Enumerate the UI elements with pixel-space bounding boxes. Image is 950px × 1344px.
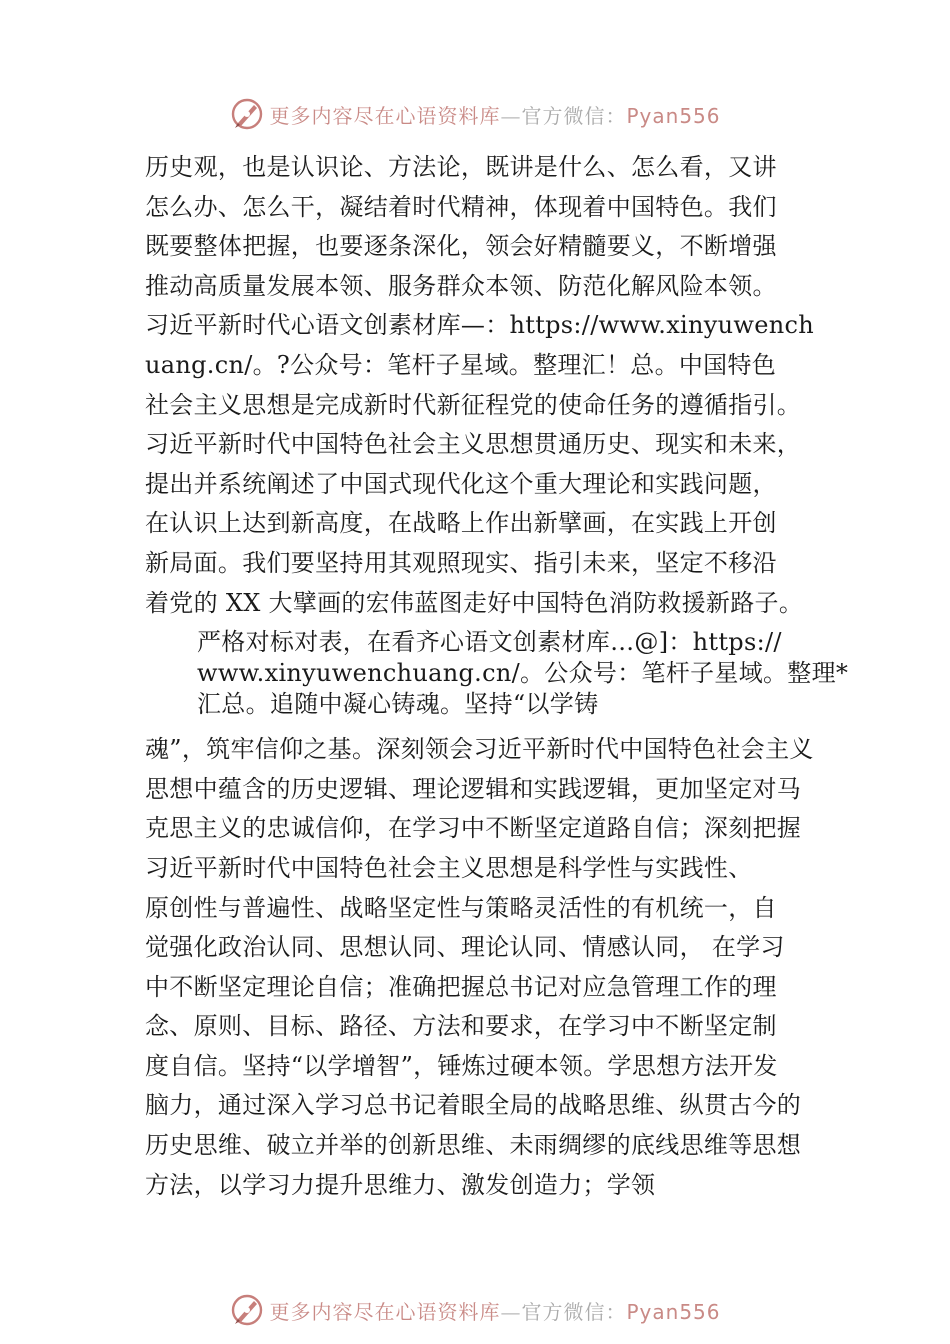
text-line: 原创性与普遍性、战略坚定性与策略灵活性的有机统一，自 [145, 893, 777, 922]
text-line: 念、原则、目标、路径、方法和要求，在学习中不断坚定制 [145, 1012, 777, 1041]
text-line: 怎么办、怎么干，凝结着时代精神，体现着中国特色。我们 [145, 192, 777, 221]
text-line: 着党的 XX 大擘画的宏伟蓝图走好中国特色消防救援新路子。 [145, 588, 804, 617]
text-line: 提出并系统阐述了中国式现代化这个重大理论和实践问题， [145, 469, 777, 498]
text-line: 习近平新时代心语文创素材库—：https://www.xinyuwench [145, 311, 814, 340]
header-account: Pyan556 [626, 103, 721, 128]
header-label: 官方微信： [521, 103, 627, 128]
text-line: 在认识上达到新高度，在战略上作出新擘画，在实践上开创 [145, 509, 777, 538]
text-line: 魂”，筑牢信仰之基。深刻领会习近平新时代中国特色社会主义 [145, 735, 814, 764]
text-line: 习近平新时代中国特色社会主义思想贯通历史、现实和未来， [145, 430, 802, 459]
footer-brand: 更多内容尽在心语资料库 [269, 1299, 501, 1324]
text-line: 汇总。追随中凝心铸魂。坚持“以学铸 [197, 690, 599, 719]
header-banner-inner [229, 96, 720, 132]
pen-logo-icon [229, 96, 265, 132]
footer-account: Pyan556 [626, 1299, 721, 1324]
text-line: 新局面。我们要坚持用其观照现实、指引未来，坚定不移沿 [145, 548, 777, 577]
text-line: 中不断坚定理论自信；准确把握总书记对应急管理工作的理 [145, 972, 777, 1001]
text-line: 方法，以学习力提升思维力、激发创造力；学领 [145, 1170, 656, 1199]
header-banner [0, 92, 950, 136]
paragraph-block-1 [145, 148, 825, 623]
footer-text [269, 1296, 720, 1325]
text-line: 思想中蕴含的历史逻辑、理论逻辑和实践逻辑，更加坚定对马 [145, 774, 802, 803]
footer-separator: — [500, 1299, 522, 1324]
document-body [145, 148, 849, 1205]
text-line: 社会主义思想是完成新时代新征程党的使命任务的遵循指引。 [145, 390, 802, 419]
header-brand: 更多内容尽在心语资料库 [269, 103, 501, 128]
pen-logo-icon [229, 1292, 265, 1328]
text-line: 习近平新时代中国特色社会主义思想是科学性与实践性、 [145, 853, 753, 882]
text-line: www.xinyuwenchuang.cn/。公众号：笔杆子星域。整理* [197, 659, 849, 688]
header-text [269, 100, 720, 129]
text-line: uang.cn/。?公众号：笔杆子星域。整理汇！总。中国特色 [145, 350, 777, 379]
footer-label: 官方微信： [521, 1299, 627, 1324]
header-separator: — [500, 103, 522, 128]
text-line: 历史思维、破立并举的创新思维、未雨绸缪的底线思维等思想 [145, 1131, 802, 1160]
footer-banner-inner [229, 1292, 720, 1328]
text-line: 脑力，通过深入学习总书记着眼全局的战略思维、纵贯古今的 [145, 1091, 802, 1120]
text-line: 推动高质量发展本领、服务群众本领、防范化解风险本领。 [145, 271, 777, 300]
text-line: 觉强化政治认同、思想认同、理论认同、情感认同， 在学习 [145, 933, 785, 962]
footer-banner [0, 1288, 950, 1332]
text-line: 既要整体把握，也要逐条深化，领会好精髓要义，不断增强 [145, 232, 777, 261]
paragraph-block-3 [145, 730, 825, 1205]
text-line: 历史观，也是认识论、方法论，既讲是什么、怎么看，又讲 [145, 153, 777, 181]
text-line: 度自信。坚持“以学增智”，锤炼过硬本领。学思想方法开发 [145, 1051, 778, 1080]
text-line: 严格对标对表，在看齐心语文创素材库…@]：https:// [197, 628, 782, 657]
text-line: 克思主义的忠诚信仰，在学习中不断坚定道路自信；深刻把握 [145, 814, 802, 843]
paragraph-block-2 [145, 627, 849, 720]
